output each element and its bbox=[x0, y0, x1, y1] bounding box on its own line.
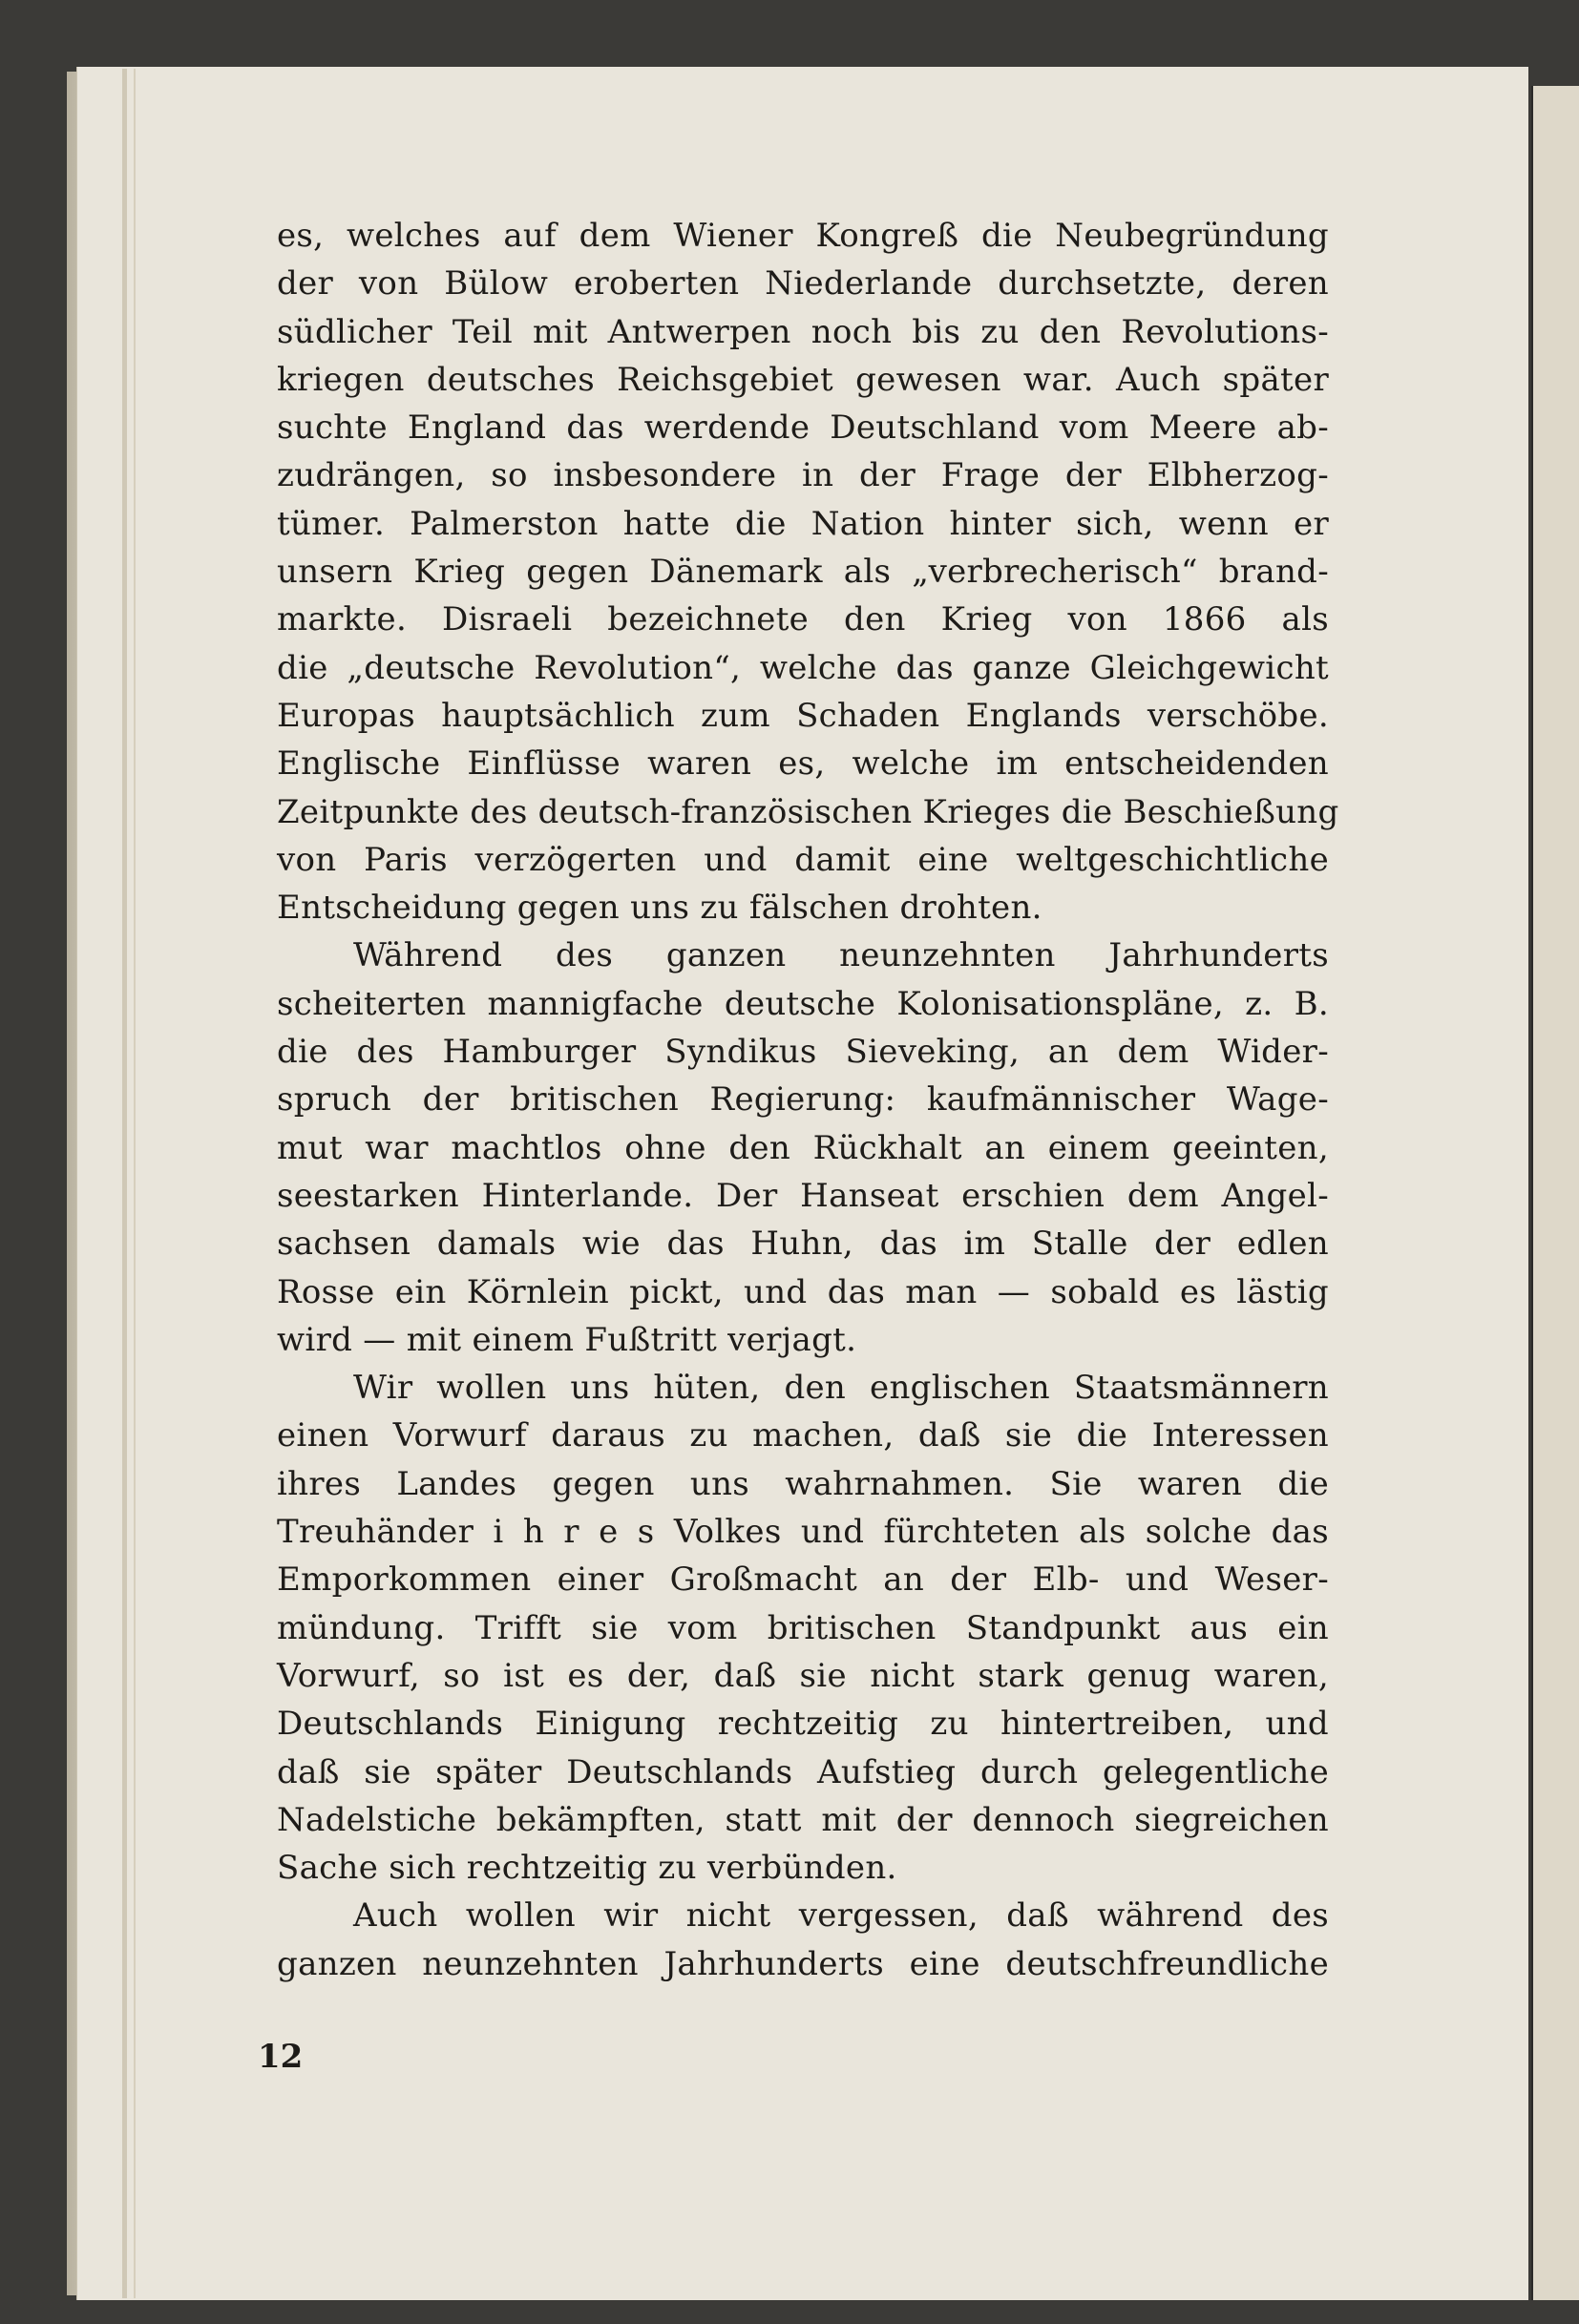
text-line: Nadelstiche bekämpften, statt mit der dennoch siegreichen bbox=[277, 1800, 1329, 1839]
text-line: tümer. Palmerston hatte die Nation hinter sich, wenn er bbox=[277, 504, 1329, 543]
text-line: markte. Disraeli bezeichnete den Krieg von 1866 als bbox=[277, 600, 1329, 639]
text-line: ihres Landes gegen uns wahrnahmen. Sie waren die bbox=[277, 1464, 1329, 1503]
text-line: daß sie später Deutschlands Aufstieg durch gelegentliche bbox=[277, 1752, 1329, 1791]
text-line: Treuhänder i h r e s Volkes und fürchteten als solche das bbox=[277, 1513, 1329, 1552]
text-line: Englische Einflüsse waren es, welche im entscheidenden bbox=[277, 744, 1329, 784]
text-line: die „deutsche Revolution“, welche das ganze Gleichgewicht bbox=[277, 648, 1329, 687]
text-line: zudrängen, so insbesondere in der Frage der Elbherzog- bbox=[277, 456, 1329, 495]
text-line: ganzen neunzehnten Jahrhunderts eine deutschfreundliche bbox=[277, 1944, 1329, 1983]
text-line: von Paris verzögerten und damit eine weltgeschichtliche bbox=[277, 840, 1329, 879]
text-line: der von Bülow eroberten Niederlande durchsetzte, deren bbox=[277, 264, 1329, 304]
text-line: es, welches auf dem Wiener Kongreß die Neubegründung bbox=[277, 217, 1329, 255]
adjacent-page-edge bbox=[1531, 86, 1579, 2300]
text-line: Rosse ein Körnlein pickt, und das man — sobald es lästig bbox=[277, 1272, 1329, 1311]
text-line: Sache sich rechtzeitig zu verbünden. bbox=[277, 1849, 897, 1888]
text-line: Zeitpunkte des deutsch-französischen Krieges die Beschießung bbox=[277, 792, 1339, 831]
page-edge-inner bbox=[134, 69, 136, 2298]
body-text bbox=[277, 212, 1339, 1988]
text-line: südlicher Teil mit Antwerpen noch bis zu den Revolutions- bbox=[277, 312, 1329, 351]
text-line: Emporkommen einer Großmacht an der Elb- und Weser- bbox=[277, 1560, 1329, 1600]
page-edge bbox=[122, 69, 127, 2298]
text-line: Auch wollen wir nicht vergessen, daß während des bbox=[353, 1896, 1329, 1936]
text-line: Vorwurf, so ist es der, daß sie nicht stark genug waren, bbox=[277, 1656, 1329, 1695]
text-line: unsern Krieg gegen Dänemark als „verbrecherisch“ brand- bbox=[277, 553, 1329, 592]
text-line: einen Vorwurf daraus zu machen, daß sie die Interessen bbox=[277, 1416, 1329, 1455]
text-line: mündung. Trifft sie vom britischen Standpunkt aus ein bbox=[277, 1608, 1329, 1647]
text-line: spruch der britischen Regierung: kaufmännischer Wage- bbox=[277, 1080, 1329, 1120]
text-line: Wir wollen uns hüten, den englischen Staatsmännern bbox=[353, 1369, 1329, 1408]
text-line: scheiterten mannigfache deutsche Kolonisationspläne, z. B. bbox=[277, 984, 1329, 1023]
text-line: seestarken Hinterlande. Der Hanseat erschien dem Angel- bbox=[277, 1176, 1329, 1215]
page-number: 12 bbox=[258, 2038, 304, 2076]
text-line: mut war machtlos ohne den Rückhalt an einem geeinten, bbox=[277, 1128, 1329, 1167]
text-line: Europas hauptsächlich zum Schaden Englands verschöbe. bbox=[277, 696, 1329, 735]
text-line: suchte England das werdende Deutschland vom Meere ab- bbox=[277, 408, 1329, 448]
text-line: Entscheidung gegen uns zu fälschen drohten. bbox=[277, 889, 1042, 928]
text-line: die des Hamburger Syndikus Sieveking, an dem Wider- bbox=[277, 1033, 1329, 1072]
text-line: kriegen deutsches Reichsgebiet gewesen war. Auch später bbox=[277, 360, 1329, 399]
text-line: wird — mit einem Fußtritt verjagt. bbox=[277, 1320, 857, 1359]
text-line: Deutschlands Einigung rechtzeitig zu hintertreiben, und bbox=[277, 1705, 1329, 1744]
text-line: sachsen damals wie das Huhn, das im Stalle der edlen bbox=[277, 1225, 1329, 1264]
text-line: Während des ganzen neunzehnten Jahrhunderts bbox=[353, 936, 1329, 975]
